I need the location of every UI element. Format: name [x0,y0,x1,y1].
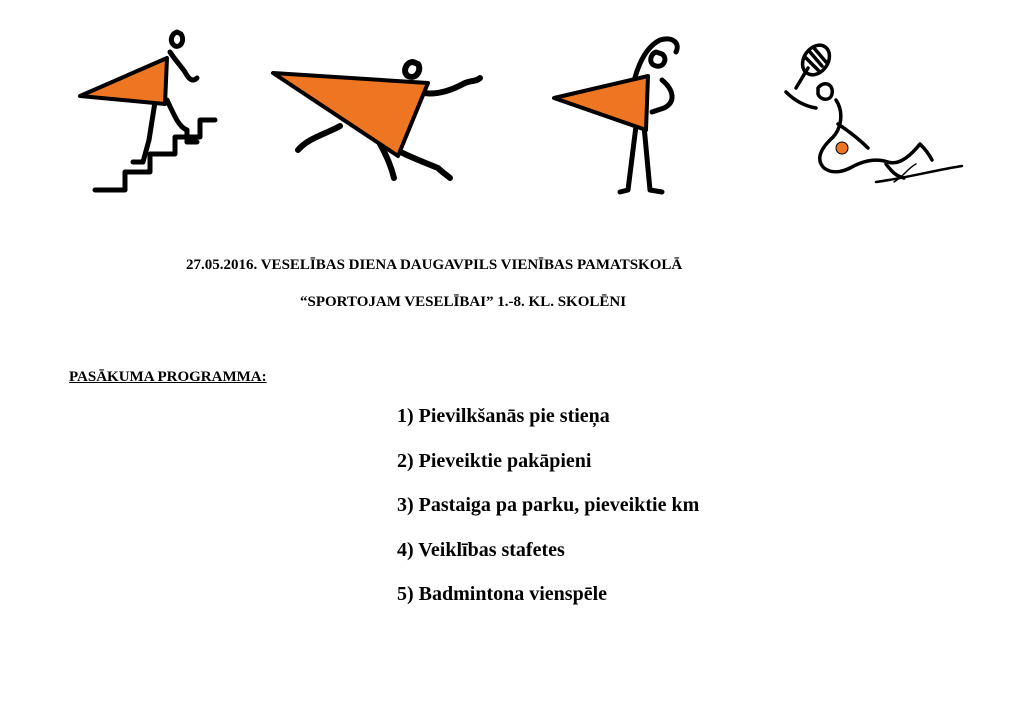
tennis-player-icon [776,40,966,185]
runner-icon [268,48,488,188]
event-title: 27.05.2016. VESELĪBAS DIENA DAUGAVPILS VIENĪBAS PAMATSKOLĀ [186,257,683,273]
program-item: 1) Pievilkšanās pie stieņa [397,405,610,427]
program-item: 3) Pastaiga pa parku, pieveiktie km [397,494,700,516]
event-subtitle: “SPORTOJAM VESELĪBAI” 1.-8. KL. SKOLĒNI [300,294,627,310]
illustration-banner [0,0,1024,215]
program-item: 2) Pieveiktie pakāpieni [397,449,592,472]
stretching-figure-icon [552,30,692,198]
program-heading: PASĀKUMA PROGRAMMA: [69,369,267,385]
program-list [397,405,699,628]
program-item: 4) Veiklības stafetes [397,538,565,561]
program-item: 5) Badmintona vienspēle [397,583,608,605]
stairs-climber-icon [75,22,225,197]
